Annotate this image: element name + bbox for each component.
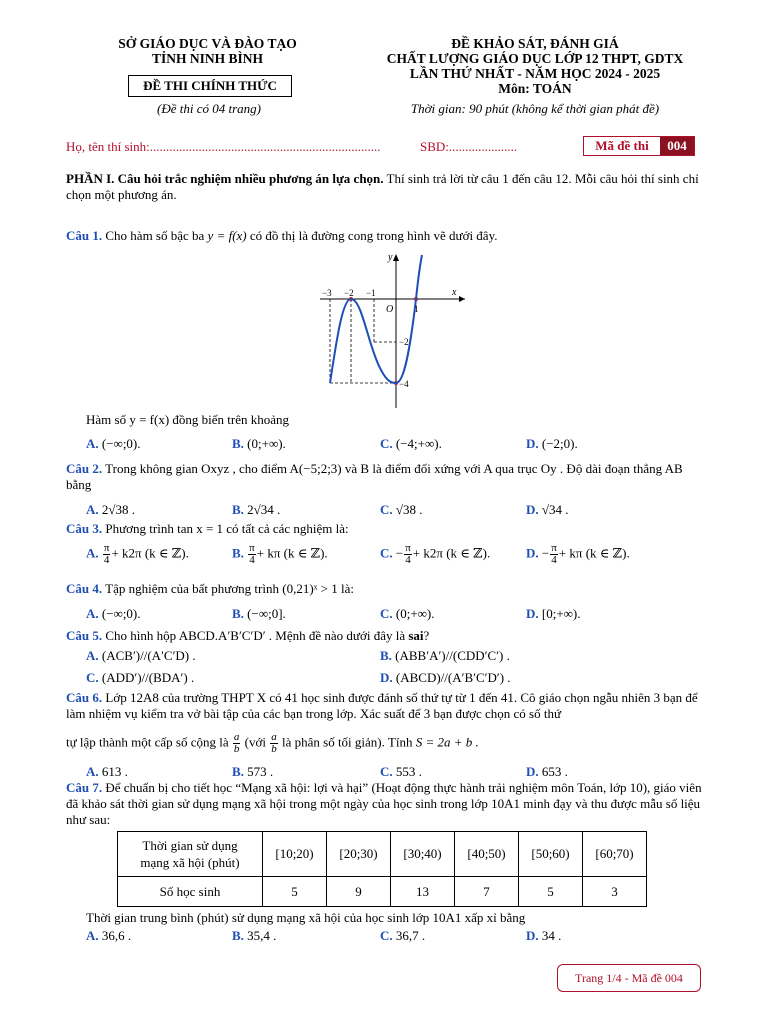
q5-text-bold: sai <box>408 628 424 643</box>
q4-option-a-letter[interactable]: A. <box>86 606 99 621</box>
official-exam-label: ĐỀ THI CHÍNH THỨC <box>143 78 277 93</box>
q3-option-c[interactable]: + k2π (k ∈ ℤ). <box>412 545 491 561</box>
q6-label: Câu 6. <box>66 690 103 705</box>
exam-code-value: 004 <box>660 137 694 155</box>
q6-option-c[interactable]: 553 . <box>395 764 422 779</box>
exam-title-1: ĐỀ KHẢO SÁT, ĐÁNH GIÁ <box>451 36 619 51</box>
q6-option-d-letter[interactable]: D. <box>526 764 539 779</box>
graph-origin-label: O <box>386 304 394 315</box>
q4-label: Câu 4. <box>66 581 103 596</box>
q1-option-b-letter[interactable]: B. <box>232 436 244 451</box>
q5-label: Câu 5. <box>66 628 103 643</box>
q6-formula: S = 2a + b . <box>415 734 479 750</box>
cubic-function-graph <box>310 250 470 410</box>
q2-text: Trong không gian Oxyz , cho điểm A(−5;2;3) và B là điểm đối xứng với A qua trục Oy . Độ dài đoạn thẳng AB bằng <box>66 461 683 492</box>
table-header-line2: mạng xã hội (phút) <box>140 855 240 870</box>
q3-option-a[interactable]: + k2π (k ∈ ℤ). <box>111 545 189 561</box>
table-count: 7 <box>455 877 519 907</box>
q3-option-c-letter[interactable]: C. <box>380 545 393 561</box>
table-interval: [60;70) <box>583 832 647 877</box>
q7-label: Câu 7. <box>66 780 103 795</box>
q6-option-b[interactable]: 573 . <box>247 764 274 779</box>
table-count: 5 <box>263 877 327 907</box>
graph-y-label: y <box>388 252 393 263</box>
graph-tick-m1: −1 <box>366 288 376 298</box>
q3-option-b[interactable]: + kπ (k ∈ ℤ). <box>256 545 328 561</box>
q1-formula: y = f(x) <box>207 228 247 243</box>
q5-text: Cho hình hộp ABCD.A′B′C′D′ . Mệnh đề nào dưới đây là <box>102 628 409 643</box>
exam-title-2: CHẤT LƯỢNG GIÁO DỤC LỚP 12 THPT, GDTX <box>386 51 684 66</box>
graph-x-label: x <box>452 287 457 298</box>
table-interval: [10;20) <box>263 832 327 877</box>
table-interval: [30;40) <box>391 832 455 877</box>
q6-option-d[interactable]: 653 . <box>541 764 568 779</box>
graph-tick-m3: −3 <box>322 288 332 298</box>
table-count: 9 <box>327 877 391 907</box>
q2-label: Câu 2. <box>66 461 103 476</box>
q7-option-a[interactable]: 36,6 . <box>101 928 132 943</box>
q6-text: Lớp 12A8 của trường THPT X có 41 học sinh được đánh số thứ tự từ 1 đến 41. Cô giáo chọn ngẫu nhiên 3 bạn để làm nhiệm vụ kiểm tra vở bài tập của các bạn trong lớp. Xác suất để 3 bạn được chọn có số thứ <box>66 690 698 721</box>
table-count: 3 <box>583 877 647 907</box>
part1-title: PHẦN I. Câu hỏi trắc nghiệm nhiều phương án lựa chọn. <box>66 171 384 186</box>
page-footer-text: Trang 1/4 - Mã đề 004 <box>575 971 683 985</box>
q7-option-b-letter[interactable]: B. <box>232 928 244 943</box>
table-interval: [50;60) <box>519 832 583 877</box>
q2-option-c-letter[interactable]: C. <box>380 502 393 517</box>
q6-option-a[interactable]: 613 . <box>101 764 128 779</box>
q7-question: Thời gian trung bình (phút) sử dụng mạng xã hội của học sinh lớp 10A1 xấp xỉ bằng <box>86 910 526 925</box>
q6-option-b-letter[interactable]: B. <box>232 764 244 779</box>
q1-option-b[interactable]: (0;+∞). <box>247 436 286 451</box>
q1-option-d-letter[interactable]: D. <box>526 436 539 451</box>
graph-tick-ym4: −4 <box>399 379 409 389</box>
q4-text: Tập nghiệm của bất phương trình (0,21)ˣ > 1 là: <box>102 581 354 596</box>
graph-tick-m2: −2 <box>344 288 354 298</box>
q3-option-d-letter[interactable]: D. <box>526 545 539 561</box>
frequency-table <box>117 831 647 907</box>
q1-option-a[interactable]: (−∞;0). <box>101 436 141 451</box>
table-row-label: Số học sinh <box>118 877 263 907</box>
q7-option-d-letter[interactable]: D. <box>526 928 539 943</box>
q1-option-d[interactable]: (−2;0). <box>541 436 578 451</box>
q1-option-a-letter[interactable]: A. <box>86 436 99 451</box>
q6-option-c-letter[interactable]: C. <box>380 764 393 779</box>
q2-option-b-letter[interactable]: B. <box>232 502 244 517</box>
q3-text: Phương trình tan x = 1 có tất cả các nghiệm là: <box>102 521 349 536</box>
q5-option-b-letter[interactable]: B. <box>380 648 392 663</box>
table-interval: [20;30) <box>327 832 391 877</box>
q5-option-d-letter[interactable]: D. <box>380 670 393 685</box>
q4-option-c-letter[interactable]: C. <box>380 606 393 621</box>
q2-option-a-letter[interactable]: A. <box>86 502 99 517</box>
province-name: TỈNH NINH BÌNH <box>151 51 264 66</box>
q2-option-d[interactable]: √34 . <box>541 502 569 517</box>
q4-option-b-letter[interactable]: B. <box>232 606 244 621</box>
official-exam-box <box>128 75 292 97</box>
q2-option-b[interactable]: 2√34 . <box>247 502 281 517</box>
q7-option-a-letter[interactable]: A. <box>86 928 99 943</box>
graph-tick-1: 1 <box>414 304 419 314</box>
page-footer-badge <box>557 964 701 992</box>
exam-code-label: Mã đề thi <box>595 138 649 153</box>
q4-option-c[interactable]: (0;+∞). <box>395 606 435 621</box>
page-count-note: (Đề thi có 04 trang) <box>157 101 261 116</box>
q6-option-a-letter[interactable]: A. <box>86 764 99 779</box>
table-count: 13 <box>391 877 455 907</box>
q5-option-d[interactable]: (ABCD)//(A′B′C′D′) . <box>395 670 511 685</box>
q4-option-d[interactable]: [0;+∞). <box>541 606 581 621</box>
q3-label: Câu 3. <box>66 521 103 536</box>
q5-option-a-letter[interactable]: A. <box>86 648 99 663</box>
q3-option-a-letter[interactable]: A. <box>86 545 99 561</box>
q1-option-c-letter[interactable]: C. <box>380 436 393 451</box>
q1-option-c[interactable]: (−4;+∞). <box>395 436 442 451</box>
q7-option-c[interactable]: 36,7 . <box>395 928 426 943</box>
q1-question: Hàm số y = f(x) đồng biến trên khoảng <box>86 412 290 427</box>
candidate-name-field: Họ, tên thí sinh:....................................................................... <box>66 139 381 154</box>
sbd-field: SBD:..................... <box>420 139 518 154</box>
q4-option-d-letter[interactable]: D. <box>526 606 539 621</box>
q5-option-c[interactable]: (ADD′)//(BDA′) . <box>101 670 195 685</box>
dept-name: SỞ GIÁO DỤC VÀ ĐÀO TẠO <box>118 36 297 51</box>
q4-option-a[interactable]: (−∞;0). <box>101 606 141 621</box>
q5-option-c-letter[interactable]: C. <box>86 670 99 685</box>
q2-option-c[interactable]: √38 . <box>395 502 423 517</box>
q2-option-d-letter[interactable]: D. <box>526 502 539 517</box>
q1-text: Cho hàm số bậc ba <box>102 228 208 243</box>
table-header-line1: Thời gian sử dụng <box>142 838 238 853</box>
graph-tick-ym2: −2 <box>399 337 409 347</box>
table-interval: [40;50) <box>455 832 519 877</box>
q2-option-a[interactable]: 2√38 . <box>101 502 136 517</box>
part1-instruction: Thí sinh trả lời từ câu 1 đến câu 12. Mỗi câu hỏi thí sinh chỉ chọn một phương án. <box>66 171 699 202</box>
q6-text-line2: tự lập thành một cấp số cộng là <box>66 734 232 750</box>
q3-option-b-letter[interactable]: B. <box>232 545 244 561</box>
q7-option-c-letter[interactable]: C. <box>380 928 393 943</box>
q4-option-b[interactable]: (−∞;0]. <box>247 606 286 621</box>
exam-code-box <box>583 136 695 156</box>
q7-text: Để chuẩn bị cho tiết học “Mạng xã hội: lợi và hại” (Hoạt động thực hành trải nghiệm môn Toán, lớp 10), giáo viên đã khảo sát thời gian sử dụng mạng xã hội trong một ngày của học sinh trong lớp 10A1 minh đạy và thu được mẫu số liệu như sau: <box>66 780 702 827</box>
q7-option-d[interactable]: 34 . <box>541 928 562 943</box>
exam-time: Thời gian: 90 phút (không kể thời gian phát đề) <box>410 101 660 116</box>
q1-text-end: có đồ thị là đường cong trong hình vẽ dưới đây. <box>246 228 498 243</box>
exam-subject: Môn: TOÁN <box>498 81 572 96</box>
table-count: 5 <box>519 877 583 907</box>
q5-option-b[interactable]: (ABB′A′)//(CDD′C′) . <box>395 648 510 663</box>
q1-label: Câu 1. <box>66 228 103 243</box>
q7-option-b[interactable]: 35,4 . <box>247 928 277 943</box>
q5-option-a[interactable]: (ACB′)//(A′C′D) . <box>101 648 196 663</box>
exam-title-3: LẦN THỨ NHẤT - NĂM HỌC 2024 - 2025 <box>409 66 661 81</box>
q3-option-d[interactable]: + kπ (k ∈ ℤ). <box>558 545 630 561</box>
